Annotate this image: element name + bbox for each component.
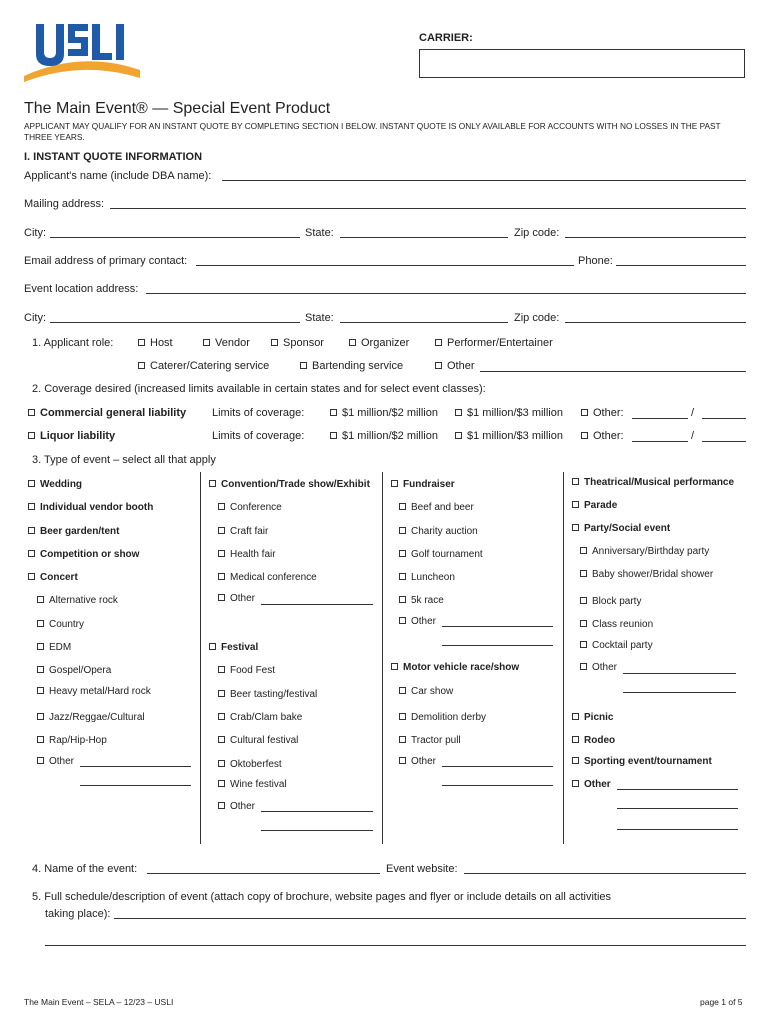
event-type-label: 3. Type of event – select all that apply [32, 454, 216, 466]
event-country[interactable]: Country [37, 619, 84, 631]
schedule-field-2[interactable] [45, 945, 746, 946]
checkbox[interactable] [572, 478, 579, 485]
checkbox[interactable] [399, 527, 406, 534]
role-vendor[interactable]: Vendor [203, 337, 250, 350]
event-cultural-festival[interactable]: Cultural festival [218, 735, 298, 747]
checkbox[interactable] [218, 527, 225, 534]
page-number: page 1 of 5 [700, 997, 743, 1007]
checkbox[interactable] [580, 570, 587, 577]
footer-left: The Main Event – SELA – 12/23 – USLI [24, 997, 174, 1007]
checkbox[interactable] [218, 690, 225, 697]
checkbox[interactable] [572, 713, 579, 720]
page-title: The Main Event® — Special Event Product [24, 100, 331, 117]
divider [200, 472, 201, 844]
checkbox[interactable] [218, 573, 225, 580]
schedule-label: 5. Full schedule/description of event (attach copy of brochure, website pages and flyer or include details on all activities [32, 891, 612, 903]
event-location-label: Event location address: [24, 283, 139, 295]
col2-other-field[interactable] [261, 604, 373, 605]
cgl-opt2[interactable]: $1 million/$3 million [455, 407, 563, 420]
checkbox[interactable] [581, 432, 588, 439]
state2-label: State: [305, 312, 334, 324]
event-parade[interactable]: Parade [572, 500, 617, 512]
event-col2-other-2[interactable]: Other [218, 801, 255, 813]
event-fundraiser[interactable]: Fundraiser [391, 479, 455, 491]
checkbox[interactable] [209, 480, 216, 487]
liquor-opt2[interactable]: $1 million/$3 million [455, 430, 563, 443]
checkbox[interactable] [218, 713, 225, 720]
checkbox[interactable] [300, 362, 307, 369]
role-caterer[interactable]: Caterer/Catering service [138, 360, 269, 373]
checkbox[interactable] [203, 339, 210, 346]
event-theatrical[interactable]: Theatrical/Musical performance [572, 477, 734, 489]
event-anniversary[interactable]: Anniversary/Birthday party [580, 546, 709, 558]
event-conference[interactable]: Conference [218, 502, 282, 514]
checkbox[interactable] [37, 666, 44, 673]
event-car-show[interactable]: Car show [399, 686, 453, 698]
phone-field[interactable] [616, 265, 746, 266]
zip-field[interactable] [565, 237, 746, 238]
checkbox[interactable] [391, 663, 398, 670]
role-other-field[interactable] [480, 371, 746, 372]
checkbox[interactable] [399, 617, 406, 624]
liquor-checkbox[interactable]: Liquor liability [28, 430, 115, 443]
checkbox[interactable] [572, 780, 579, 787]
col4-other-field-2[interactable] [623, 692, 736, 693]
checkbox[interactable] [28, 480, 35, 487]
event-class-reunion[interactable]: Class reunion [580, 619, 653, 631]
checkbox[interactable] [580, 620, 587, 627]
checkbox[interactable] [218, 594, 225, 601]
checkbox[interactable] [218, 760, 225, 767]
event-party-social[interactable]: Party/Social event [572, 523, 670, 535]
event-block-party[interactable]: Block party [580, 596, 641, 608]
event-festival[interactable]: Festival [209, 642, 258, 654]
carrier-field[interactable] [419, 49, 745, 78]
checkbox[interactable] [218, 802, 225, 809]
event-beer-tasting[interactable]: Beer tasting/festival [218, 689, 317, 701]
event-luncheon[interactable]: Luncheon [399, 572, 455, 584]
liquor-other[interactable]: Other: [581, 430, 624, 443]
checkbox[interactable] [28, 432, 35, 439]
checkbox[interactable] [28, 503, 35, 510]
event-convention[interactable]: Convention/Trade show/Exhibit [209, 479, 370, 491]
checkbox[interactable] [455, 409, 462, 416]
checkbox[interactable] [572, 757, 579, 764]
event-cocktail-party[interactable]: Cocktail party [580, 640, 653, 652]
checkbox[interactable] [580, 641, 587, 648]
event-rodeo[interactable]: Rodeo [572, 735, 615, 747]
col3-other-field[interactable] [442, 626, 553, 627]
checkbox[interactable] [138, 339, 145, 346]
checkbox[interactable] [580, 547, 587, 554]
col2-other-field-2[interactable] [261, 811, 373, 812]
event-location-field[interactable] [146, 293, 746, 294]
checkbox[interactable] [399, 713, 406, 720]
email-field[interactable] [196, 265, 574, 266]
event-wine-festival[interactable]: Wine festival [218, 779, 287, 791]
zip2-label: Zip code: [514, 312, 560, 324]
event-demolition-derby[interactable]: Demolition derby [399, 712, 486, 724]
checkbox[interactable] [37, 596, 44, 603]
event-motor-vehicle[interactable]: Motor vehicle race/show [391, 662, 519, 674]
checkbox[interactable] [271, 339, 278, 346]
col2-other-field-3[interactable] [261, 830, 373, 831]
col4-other-field-3[interactable] [617, 789, 738, 790]
usli-logo [22, 20, 142, 82]
role-performer[interactable]: Performer/Entertainer [435, 337, 553, 350]
event-col1-other[interactable]: Other [37, 756, 74, 768]
checkbox[interactable] [218, 736, 225, 743]
state2-field[interactable] [340, 322, 508, 323]
event-website-label: Event website: [386, 863, 458, 875]
event-beer-garden[interactable]: Beer garden/tent [28, 526, 119, 538]
event-name-field[interactable] [147, 873, 380, 874]
slash: / [691, 407, 695, 419]
checkbox[interactable] [391, 480, 398, 487]
liquor-other-field-1[interactable] [632, 441, 688, 442]
checkbox[interactable] [37, 687, 44, 694]
city-field[interactable] [50, 237, 300, 238]
col1-other-field[interactable] [80, 766, 191, 767]
col3-other-field-4[interactable] [442, 785, 553, 786]
instant-quote-notice: APPLICANT MAY QUALIFY FOR AN INSTANT QUOTE BY COMPLETING SECTION I BELOW. INSTANT QUOTE IS ONLY AVAILABLE FOR ACCOUNTS WITH NO LOSSES IN THE PAST THREE YEARS. [24, 121, 721, 142]
checkbox[interactable] [581, 409, 588, 416]
mailing-address-field[interactable] [110, 208, 746, 209]
zip2-field[interactable] [565, 322, 746, 323]
city2-label: City: [24, 312, 46, 324]
checkbox[interactable] [330, 409, 337, 416]
role-label: 1. Applicant role: [32, 337, 114, 349]
event-jazz[interactable]: Jazz/Reggae/Cultural [37, 712, 145, 724]
checkbox[interactable] [399, 687, 406, 694]
applicant-name-field[interactable] [222, 180, 746, 181]
divider [382, 472, 383, 844]
checkbox[interactable] [399, 736, 406, 743]
checkbox[interactable] [218, 550, 225, 557]
role-organizer[interactable]: Organizer [349, 337, 409, 350]
state-field[interactable] [340, 237, 508, 238]
checkbox[interactable] [572, 524, 579, 531]
checkbox[interactable] [28, 573, 35, 580]
event-edm[interactable]: EDM [37, 642, 71, 654]
checkbox[interactable] [572, 501, 579, 508]
event-rap[interactable]: Rap/Hip-Hop [37, 735, 107, 747]
col4-other-field-5[interactable] [617, 829, 738, 830]
checkbox[interactable] [435, 362, 442, 369]
event-medical-conf[interactable]: Medical conference [218, 572, 317, 584]
divider [563, 472, 564, 844]
event-food-fest[interactable]: Food Fest [218, 665, 275, 677]
event-golf[interactable]: Golf tournament [399, 549, 483, 561]
event-col2-other[interactable]: Other [218, 593, 255, 605]
checkbox[interactable] [455, 432, 462, 439]
city2-field[interactable] [50, 322, 300, 323]
checkbox[interactable] [37, 736, 44, 743]
event-gospel[interactable]: Gospel/Opera [37, 665, 111, 677]
email-label: Email address of primary contact: [24, 255, 188, 267]
zip-label: Zip code: [514, 227, 560, 239]
checkbox[interactable] [37, 713, 44, 720]
event-vendor-booth[interactable]: Individual vendor booth [28, 502, 153, 514]
cgl-checkbox[interactable]: Commercial general liability [28, 407, 186, 420]
checkbox[interactable] [218, 503, 225, 510]
role-bartending[interactable]: Bartending service [300, 360, 403, 373]
checkbox[interactable] [330, 432, 337, 439]
event-tractor-pull[interactable]: Tractor pull [399, 735, 461, 747]
liquor-other-field-2[interactable] [702, 441, 746, 442]
checkbox[interactable] [399, 550, 406, 557]
event-website-field[interactable] [464, 873, 746, 874]
event-craft-fair[interactable]: Craft fair [218, 526, 268, 538]
col4-other-field[interactable] [623, 673, 736, 674]
checkbox[interactable] [572, 736, 579, 743]
city-label: City: [24, 227, 46, 239]
role-sponsor[interactable]: Sponsor [271, 337, 324, 350]
cgl-other[interactable]: Other: [581, 407, 624, 420]
applicant-name-label: Applicant's name (include DBA name): [24, 170, 212, 182]
event-col4-other-2[interactable]: Other [572, 779, 611, 791]
event-col4-other[interactable]: Other [580, 662, 617, 674]
event-5k[interactable]: 5k race [399, 595, 444, 607]
carrier-label: CARRIER: [419, 32, 473, 44]
event-alt-rock[interactable]: Alternative rock [37, 595, 118, 607]
checkbox[interactable] [435, 339, 442, 346]
col3-other-field-3[interactable] [442, 766, 553, 767]
event-col3-other-2[interactable]: Other [399, 756, 436, 768]
checkbox[interactable] [37, 643, 44, 650]
event-charity-auction[interactable]: Charity auction [399, 526, 478, 538]
checkbox[interactable] [580, 663, 587, 670]
cgl-opt1[interactable]: $1 million/$2 million [330, 407, 438, 420]
schedule-field[interactable] [114, 918, 746, 919]
coverage-label: 2. Coverage desired (increased limits available in certain states and for select event classes): [32, 383, 486, 395]
event-competition[interactable]: Competition or show [28, 549, 139, 561]
checkbox[interactable] [28, 550, 35, 557]
event-wedding[interactable]: Wedding [28, 479, 82, 491]
slash: / [691, 430, 695, 442]
liquor-limits-label: Limits of coverage: [212, 430, 305, 442]
event-crab-bake[interactable]: Crab/Clam bake [218, 712, 302, 724]
col1-other-field-2[interactable] [80, 785, 191, 786]
event-beef-beer[interactable]: Beef and beer [399, 502, 474, 514]
event-col3-other[interactable]: Other [399, 616, 436, 628]
col3-other-field-2[interactable] [442, 645, 553, 646]
checkbox[interactable] [399, 596, 406, 603]
checkbox[interactable] [580, 597, 587, 604]
checkbox[interactable] [218, 780, 225, 787]
liquor-opt1[interactable]: $1 million/$2 million [330, 430, 438, 443]
event-name-label: 4. Name of the event: [32, 863, 138, 875]
state-label: State: [305, 227, 334, 239]
cgl-other-field-1[interactable] [632, 418, 688, 419]
event-heavy-metal[interactable]: Heavy metal/Hard rock [37, 686, 151, 698]
checkbox[interactable] [37, 757, 44, 764]
checkbox[interactable] [399, 573, 406, 580]
section-heading: I. INSTANT QUOTE INFORMATION [24, 151, 203, 163]
event-health-fair[interactable]: Health fair [218, 549, 276, 561]
mailing-address-label: Mailing address: [24, 198, 105, 210]
checkbox[interactable] [37, 620, 44, 627]
cgl-other-field-2[interactable] [702, 418, 746, 419]
event-picnic[interactable]: Picnic [572, 712, 613, 724]
checkbox[interactable] [209, 643, 216, 650]
checkbox[interactable] [28, 527, 35, 534]
checkbox[interactable] [138, 362, 145, 369]
checkbox[interactable] [28, 409, 35, 416]
checkbox[interactable] [218, 666, 225, 673]
event-baby-shower[interactable]: Baby shower/Bridal shower [580, 569, 713, 581]
col4-other-field-4[interactable] [617, 808, 738, 809]
checkbox[interactable] [349, 339, 356, 346]
event-sporting[interactable]: Sporting event/tournament [572, 756, 712, 768]
role-other[interactable]: Other [435, 360, 475, 373]
event-oktoberfest[interactable]: Oktoberfest [218, 759, 282, 771]
schedule-label-2: taking place): [45, 908, 111, 920]
cgl-limits-label: Limits of coverage: [212, 407, 305, 419]
event-concert[interactable]: Concert [28, 572, 78, 584]
role-host[interactable]: Host [138, 337, 173, 350]
checkbox[interactable] [399, 757, 406, 764]
checkbox[interactable] [399, 503, 406, 510]
phone-label: Phone: [578, 255, 613, 267]
